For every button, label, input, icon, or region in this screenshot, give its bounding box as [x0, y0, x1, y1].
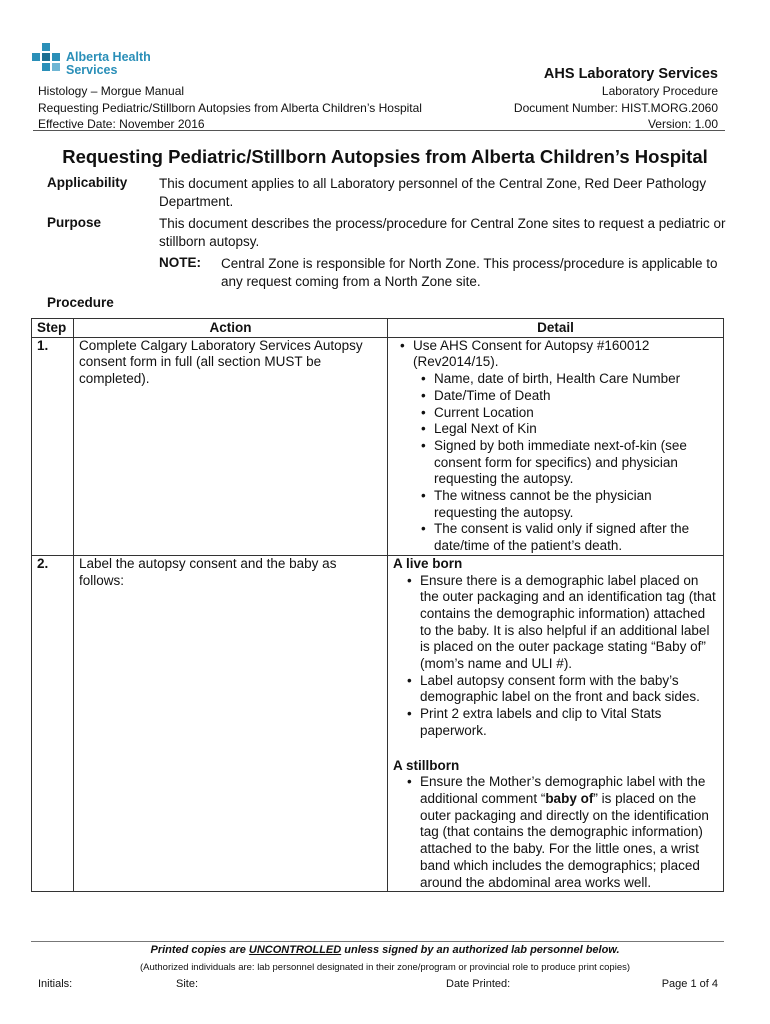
effective-date: Effective Date: November 2016 [38, 117, 205, 131]
list-item: • Date/Time of Death [434, 388, 718, 405]
doc-version: Version: 1.00 [647, 117, 718, 131]
step-detail [388, 555, 724, 891]
page-number: Page 1 of 4 [661, 978, 718, 990]
stillborn-list [393, 774, 718, 891]
list-item: • The consent is valid only if signed after the date/time of the patient’s death. [434, 521, 718, 554]
notice-suffix: unless signed by an authorized lab personnel below. [341, 944, 620, 956]
list-item: • Legal Next of Kin [434, 421, 718, 438]
initials-label: Initials: [38, 978, 73, 990]
logo-wordmark [66, 51, 151, 77]
table-row [32, 555, 724, 891]
stillborn-text-end: ” is placed on the outer packaging and directly on the identification tag (that contains the demographic information) attached to the baby. For the little ones, a wrist band which includes the demographics; placed around the abdominal area works well. [420, 790, 709, 890]
doc-subject: Requesting Pediatric/Stillborn Autopsies from Alberta Children’s Hospital [38, 100, 422, 115]
step-detail [388, 337, 724, 555]
stillborn-text-start: Ensure the Mother’s demographic label with the additional comment “ [420, 774, 706, 806]
list-item: • Current Location [434, 405, 718, 422]
date-printed-label: Date Printed: [446, 978, 511, 990]
live-born-list [393, 573, 718, 740]
list-item: • The witness cannot be the physician requesting the autopsy. [434, 488, 718, 521]
list-item: • Name, date of birth, Health Care Number [434, 371, 718, 388]
list-item: • Print 2 extra labels and clip to Vital Stats paperwork. [420, 706, 718, 739]
manual-name: Histology – Morgue Manual [38, 84, 185, 98]
live-born-heading: A live born [393, 555, 463, 571]
list-item [413, 338, 718, 555]
consent-form-bullet: Use AHS Consent for Autopsy #160012 (Rev2014/15). [413, 337, 650, 370]
logo-line-1: Alberta Health [66, 50, 151, 64]
step-action: Label the autopsy consent and the baby as follows: [74, 555, 388, 891]
authorized-note: (Authorized individuals are: lab personnel designated in their zone/program or provincial role to produce print copies) [139, 962, 631, 973]
sub-list [413, 371, 718, 555]
purpose-label: Purpose [47, 215, 102, 230]
purpose-text: This document describes the process/procedure for Central Zone sites to request a pediatric or stillborn autopsy. [159, 216, 726, 249]
baby-of-emphasis: baby of [545, 790, 594, 806]
doc-number: Document Number: HIST.MORG.2060 [513, 100, 718, 115]
uncontrolled-notice [0, 944, 770, 956]
logo-line-2: Services [66, 63, 118, 77]
action-header: Action [74, 319, 388, 338]
detail-header: Detail [388, 319, 724, 338]
header-divider [33, 130, 725, 131]
list-item: • Ensure there is a demographic label placed on the outer packaging and an identification tag (that contains the demographic information) attached to the baby. It is also helpful if an additional label is placed on the outer package stating “Baby of” (mom’s name and ULI #). [420, 573, 718, 673]
note-label: NOTE: [159, 255, 201, 270]
table-row [32, 337, 724, 555]
doc-type: Laboratory Procedure [601, 84, 718, 98]
stillborn-heading: A stillborn [393, 757, 460, 773]
applicability-label: Applicability [47, 175, 128, 190]
note-text: Central Zone is responsible for North Zone. This process/procedure is applicable to any request coming from a North Zone site. [221, 256, 718, 289]
detail-list [393, 338, 718, 555]
procedure-label: Procedure [47, 295, 114, 310]
notice-emphasis: UNCONTROLLED [248, 944, 342, 956]
list-item: • Signed by both immediate next-of-kin (see consent form for specifics) and physician requesting the autopsy. [434, 438, 718, 488]
list-item: • Label autopsy consent form with the baby’s demographic label on the front and back sides. [420, 673, 718, 706]
site-label: Site: [176, 978, 199, 990]
step-number: 2. [32, 555, 74, 891]
page-title: Requesting Pediatric/Stillborn Autopsies from Alberta Children’s Hospital [62, 146, 708, 167]
org-name: AHS Laboratory Services [543, 66, 718, 82]
table-header-row [32, 319, 724, 338]
step-number: 1. [32, 337, 74, 555]
notice-prefix: Printed copies are [150, 944, 249, 956]
procedure-table [31, 318, 724, 892]
header-right [514, 65, 718, 133]
applicability-text: This document applies to all Laboratory personnel of the Central Zone, Red Deer Pathology Department. [159, 176, 707, 209]
footer-divider [31, 941, 724, 942]
step-header: Step [32, 319, 74, 338]
step-action: Complete Calgary Laboratory Services Autopsy consent form in full (all section MUST be completed). [74, 337, 388, 555]
list-item [420, 774, 718, 891]
header-left [38, 83, 422, 133]
